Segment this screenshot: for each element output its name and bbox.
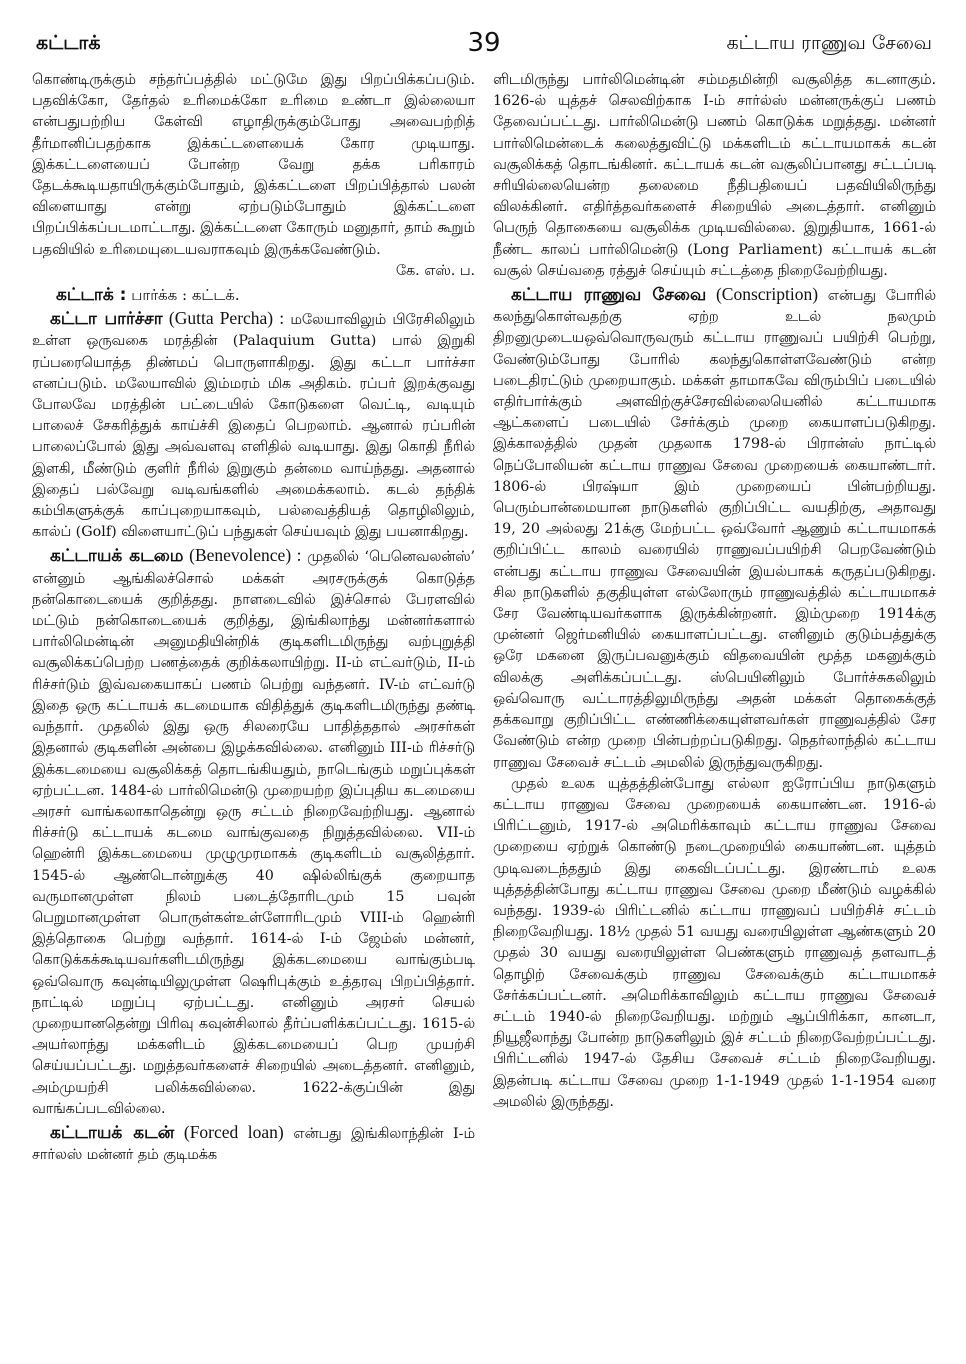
header-right-keyword: கட்டாய ராணுவ சேவை [726,32,932,54]
entry-cuttack [56,285,475,306]
entry-body: என்பது போரில் கலந்துகொள்வதற்கு ஏற்ற உடல் நலமும் திறனுமுடையஒவ்வொருவரும் கட்டாய ராணுவப் பயிற்சி பெற்று, வேண்டும்போது போரில் கலந்துகொள்ளவேண்டும் என்ற படைதிரட்டும் முறையாகும். மக்கள் தாமாகவே விரும்பிப் படையில் எதிர்பார்க்கும் அளவிற்குச்சேரவில்லையெனில் கட்டாயமாக ஆட்களைப் படையில் சேர்க்கும் முறை கையாளப்படுகிறது. இக்காலத்தில் முதன் முதலாக 1798-ல் பிரான்ஸ் நாட்டில் நெப்போலியன் கட்டாய ராணுவ சேவை முறையைக் கையாண்டார். 1806-ல் பிரஷ்யா இம் முறையைப் பின்பற்றியது. பெரும்பான்மையான நாடுகளில் குறிப்பிட்ட வயதிற்கு, அதாவது 19, 20 அல்லது 21க்கு மேற்பட்ட ஒவ்வோர் ஆணும் கட்டாயமாகக் குறிப்பிட்ட காலம் வரையில் ராணுவப்பயிற்சி பெறவேண்டும் என்பது கட்டாய ராணுவ சேவையின் இயல்பாகக் கருதப்படுகிறது. சில நாடுகளில் தகுதியுள்ள எல்லோரும் ராணுவத்தில் கட்டாயமாகச் சேர வேண்டியவர்களாக இருக்கின்றனர். இம்முறை 1914க்கு முன்னர் ஜெர்மனியில் கையாளப்பட்டது. எனினும் குடும்பத்துக்கு ஒரே மகனை இருப்பவனுக்கும் விதவையின் மூத்த மகனுக்கும் விலக்கு அளிக்கப்பட்டது. ஸ்பெயினிலும் போர்ச்சுகலிலும் ஒவ்வொரு வட்டாரத்திலுமிருந்து அதன் மக்கள் தொகைக்குத் தக்கவாறு குறிப்பிட்ட எண்ணிக்கையுள்ளவர்கள் ராணுவத்தில் சேர வேண்டும் என்ற முறை பின்பற்றப்படுகிறது. நெதர்லாந்தில் கட்டாய ராணுவ சேவைச் சட்டம் அமலில் இருந்துவருகிறது. [493,288,936,771]
continued-paragraph: கொண்டிருக்கும் சந்தர்ப்பத்தில் மட்டுமே இது பிறப்பிக்கப்படும். பதவிக்கோ, தேர்தல் உரிமைக்கோ உரிமை உண்டா இல்லையா என்பதுபற்றிய கேள்வி எழாதிருக்கும்போது அவைபற்றித் தீர்மானிப்பதற்காக இக்கட்டளையைக் கோர முடியாது. இக்கட்டளையைப் போன்ற வேறு தக்க பரிகாரம் தேடக்கூடியதாயிருக்கும்போதும், இக்கட்டளை பிறப்பித்தால் பலன் விளையாது என்று ஏற்படும்போதும் இக்கட்டளை பிறப்பிக்கப்படமாட்டாது. இக்கட்டளை கோரும் மனுதார், தாம் கூறும் பதவியில் உரிமையுடையவராகவும் இருக்கவேண்டும். [32,72,475,258]
entry-english-term: (Conscription) [715,284,819,305]
page-number: 39 [467,28,501,58]
entry-title: கட்டாய ராணுவ சேவை [511,285,707,306]
entry-benevolence [32,545,475,1119]
entry-conscription [493,284,936,774]
author-signature: கே. எஸ். ப. [395,262,475,279]
world-war-paragraph: முதல் உலக யுத்தத்தின்போது எல்லா ஐரோப்பிய நாடுகளும் கட்டாய ராணுவ சேவை முறையைக் கையாண்டன. 1916-ல் பிரிட்டனும், 1917-ல் அமெரிக்காவும் கட்டாய ராணுவ சேவை முறையை ஏற்றுக் கொண்டு நடைமுறையில் கையாண்டன. யுத்தம் முடிவடைந்ததும் இது கைவிடப்பட்டது. இரண்டாம் உலக யுத்தத்தின்போது கட்டாய ராணுவ சேவை முறை மீண்டும் வழக்கில் வந்தது. 1939-ல் பிரிட்டனில் கட்டாய ராணுவப் பயிற்சிச் சட்டம் நிறைவேறியது. 18½ முதல் 51 வயது வரையிலுள்ள ஆண்களும் 20 முதல் 30 வயது வரையிலுள்ள பெண்களும் ராணுவத் தளவாடத் தொழிற் சேவைக்கும் ராணுவ சேவைக்கும் கட்டாயமாகச் சேர்க்கப்பட்டனர். அமெரிக்காவிலும் கட்டாய ராணுவ சேவைச் சட்டம் 1940-ல் நிறைவேறியது. மற்றும் ஆப்பிரிக்கா, கானடா, நியூஜீலாந்து போன்ற நாடுகளிலும் இச் சட்டம் நிறைவேற்றப்பட்டது. பிரிட்டனில் 1947-ல் தேசிய சேவைச் சட்டம் நிறைவேறியது. இதன்படி கட்டாய சேவை முறை 1-1-1949 முதல் 1-1-1954 வரை அமலில் இருந்தது. [493,775,936,1110]
entry-title: கட்டா பார்ச்சா [50,309,163,330]
header-left-keyword: கட்டாக் [36,32,101,54]
entry-english-term: (Benevolence) : [189,545,302,566]
left-column [32,70,475,1340]
forced-loan-continued: ளிடமிருந்து பார்லிமென்டின் சம்மதமின்றி வசூலித்த கடனாகும். 1626-ல் யுத்தச் செலவிற்காக I-ம் சார்ல்ஸ் மன்னருக்குப் பணம் தேவைப்பட்டது. பார்லிமென்டு பணம் கொடுக்க மறுத்தது. மன்னர் பார்லிமென்டைக் கலைத்துவிட்டு மக்களிடம் கட்டாயமாகக் கடன் வசூலிக்கத் தொடங்கினர். கட்டாயக் கடன் வசூலிப்பானது சட்டப்படி சரியில்லையென்ற தலைமை நீதிபதியைப் பதவியிலிருந்து விலக்கினர். எதிர்த்தவர்களைச் சிறையில் அடைத்தார். எனினும் பெருந் தொகையை வசூலிக்க முடியவில்லை. இறுதியாக, 1661-ல் நீண்ட காலப் பார்லிமென்டு (Long Parliament) கட்டாயக் கடன் வசூல் செய்வதை ரத்துச் செய்யும் சட்டத்தை நிறைவேற்றியது. [493,72,936,279]
entry-body: முதலில் ‘பெனெவலன்ஸ்’ என்னும் ஆங்கிலச்சொல் மக்கள் அரசருக்குக் கொடுத்த நன்கொடையைக் குறித்தது. நாளடைவில் இச்சொல் பேரளவில் மட்டும் நன்கொடையைக் குறித்து, இங்கிலாந்து மன்னர்களால் பார்லிமென்டின் அனுமதியின்றிக் குடிகளிடமிருந்து வற்புறுத்தி வசூலிக்கப்பெற்ற பணத்தைக் குறிக்கலாயிற்று. II-ம் எட்வர்டும், II-ம் ரிச்சர்டும் இவ்வகையாகப் பணம் பெற்று வந்தனர். IV-ம் எட்வர்டு இதை ஒரு கட்டாயக் கடமையாக விதித்துக் குடிகளிடமிருந்து தண்டி வந்தார். முதலில் இது ஒரு சிலரையே பாதித்ததால் அரசர்கள் இதனால் குடிகளின் அன்பை இழக்கவில்லை. எனினும் III-ம் ரிச்சர்டு இக்கடமையை வசூலிக்கத் தொடங்கியதும், நாடெங்கும் மறுப்புக்கள் ஏற்பட்டன. 1484-ல் பார்லிமென்டு முறையற்ற இப்புதிய கடமையை அரசர் வாங்கலாகாதென்று ஒரு சட்டம் நிறைவேற்றியது. ஆனால் ரிச்சர்டு கட்டாயக் கடமை வாங்குவதை நிறுத்தவில்லை. VII-ம் ஹென்ரி இக்கடமையை முழுமுரமாகக் குடிகளிடம் வசூலித்தார். 1545-ல் ஆண்டொன்றுக்கு 40 ஷில்லிங்குக் குறையாத வருமானமுள்ள நிலம் படைத்தோரிடமும் 15 பவுன் பெறுமானமுள்ள பொருள்கள்உள்ளோரிடமும் VIII-ம் ஹென்ரி இத்தொகை பெற்று வந்தார். 1614-ல் I-ம் ஜேம்ஸ் மன்னர், கொடுக்கக்கூடியவர்களிடமிருந்து இக்கடமையை வாங்கும்படி ஒவ்வொரு கவுன்டியிலுமுள்ள ஷெரிபுக்கும் உத்தரவு பிறப்பித்தார். நாட்டில் மறுப்பு ஏற்பட்டது. எனினும் அரசர் செயல் முறையானதென்று பிரிவு கவுன்சிலால் தீர்ப்பளிக்கப்பட்டது. 1615-ல் அயர்லாந்து மக்களிடம் இக்கடமையைப் பெற முயற்சி செய்யப்பட்டது. மறுத்தவர்களைச் சிறையில் அடைத்தனர். எனினும், அம்முயற்சி பலிக்கவில்லை. 1622-க்குப்பின் இது வாங்கப்படவில்லை. [32,549,475,1117]
entry-body: மலேயாவிலும் பிரேசிலிலும் உள்ள ஒருவகை மரத்தின் (Palaquium Gutta) பால் இறுகி ரப்பரையொத்த திண்மப் பொருளாகிறது. இது கட்டா பார்ச்சா எனப்படும். மலேயாவில் இம்மரம் மிக அதிகம். ரப்பர் இறக்குவது போலவே மரத்தின் பட்டையில் கோடுகளை வெட்டி, வடியும் பாலைச் சேகரித்துக் காய்ச்சி இதைப் பெறலாம். ஆனால் ரப்பரின் பாலைப்போல் இது அவ்வளவு எளிதில் வடியாது. இது கொதி நீரில் இளகி, மீண்டும் குளிர் நீரில் இறுகும் தன்மை வாய்ந்தது. அதனால் இதைப் பல்வேறு வடிவங்களில் அமைக்கலாம். கடல் தந்திக் கம்பிகளுக்குக் காப்புறையாகவும், பல்வைத்தியத் தொழிலிலும், கால்ப் (Golf) விளையாட்டுப் பந்துகள் செய்யவும் இது பயனாகிறது. [32,312,475,541]
entry-english-term: (Forced loan) [183,1121,284,1142]
entry-title: கட்டாயக் கடமை [50,546,184,567]
entry-forced-loan [32,1122,475,1166]
entry-title: கட்டாயக் கடன் [50,1122,175,1143]
entry-body: என்பது இங்கிலாந்தின் I-ம் சார்லஸ் மன்னர் தம் குடிமக்க [32,1125,475,1164]
text-columns [32,70,936,1340]
entry-english-term: (Gutta Percha) : [168,308,285,329]
cross-reference: பார்க்க : கட்டக். [131,286,240,305]
right-column [493,70,936,1340]
entry-title: கட்டாக் : [56,285,127,306]
page-header [32,28,936,70]
entry-gutta-percha [32,308,475,543]
